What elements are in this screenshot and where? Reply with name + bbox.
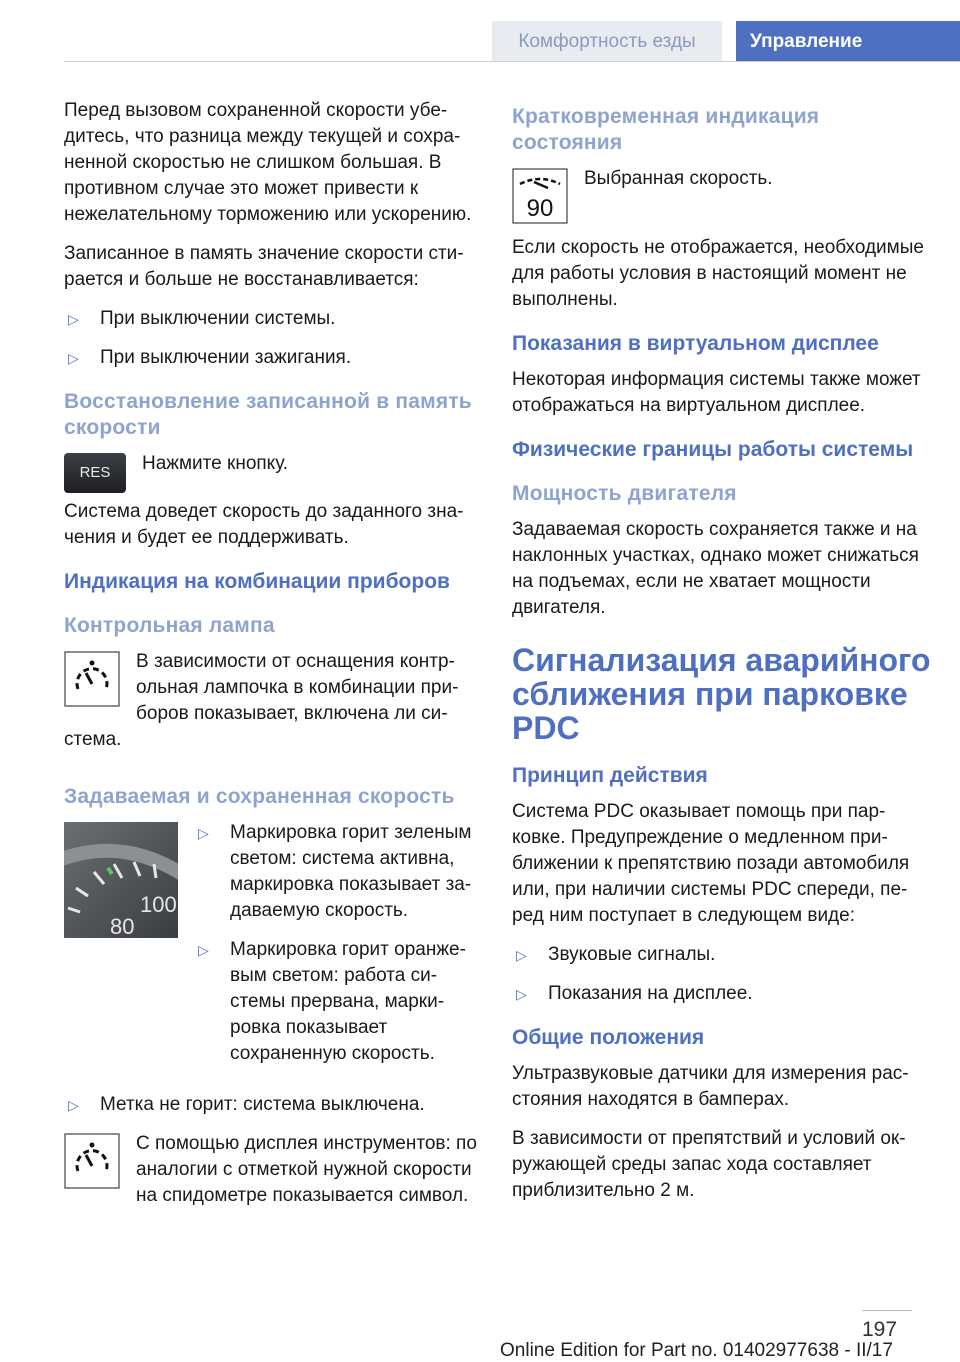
lamp-row bbox=[64, 649, 484, 766]
selected-speed-value: 90 bbox=[526, 195, 554, 222]
triangle-bullet-icon: ▷ bbox=[198, 942, 209, 958]
bullet-list bbox=[64, 306, 484, 371]
tab-comfort[interactable]: Комфортность езды bbox=[492, 21, 722, 61]
heading-virtual: Показания в виртуальном дисплее bbox=[512, 332, 879, 355]
lamp-text: В зависимости от оснащения контрольная лампочка в комбинации приборов показывает, включена ли система. bbox=[64, 651, 459, 750]
triangle-bullet-icon: ▷ bbox=[516, 947, 527, 963]
triangle-bullet-icon: ▷ bbox=[198, 825, 209, 841]
heading-pdc: Сигнализация аварийного сближения при парковке PDC bbox=[512, 642, 931, 746]
list-item: ▷ Звуковые сигналы. bbox=[512, 942, 932, 968]
heading-restore: Восстановление записанной в память скорости bbox=[64, 390, 472, 439]
bullet-list bbox=[64, 1092, 484, 1118]
list-item: ▷ При выключении системы. bbox=[64, 306, 484, 332]
brief-row bbox=[512, 166, 932, 235]
speedometer-image bbox=[64, 822, 178, 943]
paragraph: Перед вызовом сохраненной скорости убедитесь, что разница между текущей и сохраненной скоростью не слишком большая. В противном случае это может привести к нежелательному торможению или ускорению. bbox=[64, 100, 472, 225]
res-button-icon: RES bbox=[64, 453, 126, 493]
left-column bbox=[64, 98, 484, 1222]
paragraph: В зависимости от препятствий и условий окружающей среды запас хода составляет приблизительно 2 м. bbox=[512, 1128, 906, 1201]
paragraph: Записанное в память значение скорости стирается и больше не восстанавливается: bbox=[64, 243, 464, 290]
heading-indication: Индикация на комбинации приборов bbox=[64, 570, 450, 593]
list-item: ▷ Показания на дисплее. bbox=[512, 981, 932, 1007]
heading-limits: Физические границы работы системы bbox=[512, 438, 914, 461]
tab-control[interactable]: Управление bbox=[736, 21, 960, 61]
display-row bbox=[64, 1131, 484, 1222]
display-text: С помощью дисплея инструментов: по аналогии с отметкой нужной скорости на спидометре показывается символ. bbox=[136, 1133, 477, 1206]
triangle-bullet-icon: ▷ bbox=[68, 350, 79, 366]
footer-rule bbox=[862, 1310, 912, 1311]
res-row bbox=[64, 451, 484, 499]
page-number: 197 bbox=[862, 1318, 898, 1341]
header-rule bbox=[64, 61, 960, 62]
paragraph: Если скорость не отображается, необходимые для работы условия в настоящий момент не выполнены. bbox=[512, 237, 924, 310]
heading-power: Мощность двигателя bbox=[512, 482, 737, 505]
triangle-bullet-icon: ▷ bbox=[68, 1097, 79, 1113]
res-text: Нажмите кнопку. bbox=[142, 453, 289, 474]
heading-principle: Принцип действия bbox=[512, 764, 708, 787]
heading-set-speed: Задаваемая и сохраненная скорость bbox=[64, 785, 455, 808]
page-header bbox=[0, 21, 960, 61]
paragraph: Система доведет скорость до заданного значения и будет ее поддерживать. bbox=[64, 501, 464, 548]
cruise-control-lamp-icon bbox=[64, 651, 120, 712]
triangle-bullet-icon: ▷ bbox=[516, 986, 527, 1002]
bullet-list bbox=[194, 820, 484, 1080]
selected-speed-icon bbox=[512, 168, 568, 229]
list-item: ▷ При выключении зажигания. bbox=[64, 345, 484, 371]
paragraph: Система PDC оказывает помощь при парковке. Предупреждение о медленном приближении к препятствию позади автомобиля или, при наличии системы PDC спереди, перед ним поступает в следующем виде: bbox=[512, 801, 910, 926]
edition-note: Online Edition for Part no. 01402977638 - II/17 bbox=[500, 1340, 893, 1361]
bullet-list bbox=[512, 942, 932, 1007]
paragraph: Некоторая информация системы также может отображаться на виртуальном дисплее. bbox=[512, 369, 921, 416]
heading-lamp: Контрольная лампа bbox=[64, 614, 275, 637]
heading-brief: Кратковременная индикация состояния bbox=[512, 105, 820, 154]
paragraph: Ультразвуковые датчики для измерения расстояния находятся в бамперах. bbox=[512, 1063, 909, 1110]
paragraph: Задаваемая скорость сохраняется также и на наклонных участках, однако может снижаться на подъемах, если не хватает мощности двигателя. bbox=[512, 519, 919, 618]
list-item: ▷ Маркировка горит оранжевым светом: работа системы прервана, маркировка показывает сохраненную скорость. bbox=[198, 939, 466, 1064]
triangle-bullet-icon: ▷ bbox=[68, 311, 79, 327]
brief-text: Выбранная скорость. bbox=[584, 168, 773, 189]
right-column bbox=[512, 98, 932, 1217]
list-item: ▷ Маркировка горит зеленым светом: система активна, маркировка показывает задаваемую скорость. bbox=[198, 822, 472, 921]
list-item: ▷ Метка не горит: система выключена. bbox=[64, 1092, 484, 1118]
speedo-label-80: 80 bbox=[110, 914, 135, 938]
speedo-row bbox=[64, 820, 484, 1092]
heading-general: Общие положения bbox=[512, 1026, 705, 1049]
speedo-label-100: 100 bbox=[140, 892, 177, 917]
cruise-control-display-icon bbox=[64, 1133, 120, 1194]
